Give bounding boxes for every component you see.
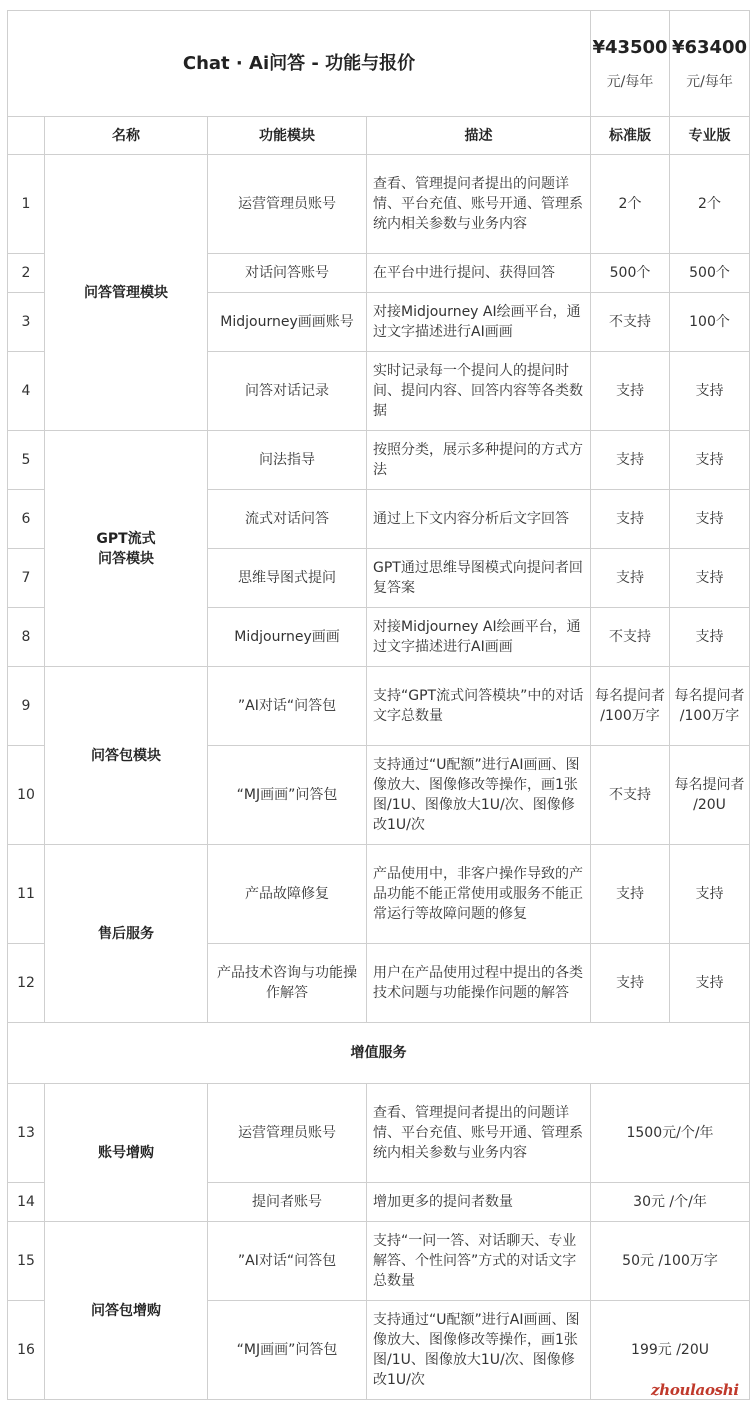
pro-value: 支持 [670, 549, 750, 608]
standard-value: 不支持 [591, 608, 670, 667]
group-qa-management: 问答管理模块 [45, 155, 208, 431]
row-number: 9 [8, 667, 45, 746]
standard-value: 2个 [591, 155, 670, 254]
standard-value: 支持 [591, 431, 670, 490]
addon-price: 199元 /20U [591, 1301, 750, 1400]
pro-value: 支持 [670, 490, 750, 549]
table-row [8, 845, 750, 944]
addon-price: 1500元/个/年 [591, 1084, 750, 1183]
module-name: 问答对话记录 [208, 352, 367, 431]
module-desc: GPT通过思维导图模式向提问者回复答案 [367, 549, 591, 608]
header-name: 名称 [45, 117, 208, 155]
module-name: Midjourney画画账号 [208, 293, 367, 352]
group-qa-pack: 问答包模块 [45, 667, 208, 845]
module-name: 运营管理员账号 [208, 155, 367, 254]
standard-value: 不支持 [591, 746, 670, 845]
module-desc: 支持通过“U配额”进行AI画画、图像放大、图像修改等操作，画1张图/1U、图像放大1U/次、图像修改1U/次 [367, 1301, 591, 1400]
row-number: 6 [8, 490, 45, 549]
plan-pro-price-cell [670, 11, 750, 117]
pro-value: 支持 [670, 845, 750, 944]
module-desc: 支持“一问一答、对话聊天、专业解答、个性问答”方式的对话文字总数量 [367, 1222, 591, 1301]
plan-standard-price: ¥43500 [592, 36, 668, 58]
row-number: 2 [8, 254, 45, 293]
module-desc: 用户在产品使用过程中提出的各类技术问题与功能操作问题的解答 [367, 944, 591, 1023]
table-row [8, 667, 750, 746]
pro-value: 每名提问者 /100万字 [670, 667, 750, 746]
standard-value: 支持 [591, 352, 670, 431]
pro-value: 100个 [670, 293, 750, 352]
module-desc: 查看、管理提问者提出的问题详情、平台充值、账号开通、管理系统内相关参数与业务内容 [367, 155, 591, 254]
module-name: ”AI对话“问答包 [208, 1222, 367, 1301]
module-name: 产品故障修复 [208, 845, 367, 944]
row-number: 4 [8, 352, 45, 431]
table-row [8, 1222, 750, 1301]
header-desc: 描述 [367, 117, 591, 155]
module-desc: 在平台中进行提问、获得回答 [367, 254, 591, 293]
plan-pro-price: ¥63400 [671, 36, 748, 58]
plan-standard-price-cell [591, 11, 670, 117]
table-row [8, 1084, 750, 1183]
table-row [8, 155, 750, 254]
standard-value: 支持 [591, 490, 670, 549]
pro-value: 2个 [670, 155, 750, 254]
module-name: “MJ画画”问答包 [208, 746, 367, 845]
module-desc: 增加更多的提问者数量 [367, 1183, 591, 1222]
watermark-logo: zhoulaoshi [651, 1381, 739, 1399]
group-gpt-stream: GPT流式 问答模块 [45, 431, 208, 667]
row-number: 8 [8, 608, 45, 667]
module-desc: 通过上下文内容分析后文字回答 [367, 490, 591, 549]
module-name: 对话问答账号 [208, 254, 367, 293]
group-account-addon: 账号增购 [45, 1084, 208, 1222]
module-name: Midjourney画画 [208, 608, 367, 667]
header-row [8, 117, 750, 155]
pro-value: 支持 [670, 352, 750, 431]
group-pack-addon: 问答包增购 [45, 1222, 208, 1400]
addon-price: 50元 /100万字 [591, 1222, 750, 1301]
module-name: 流式对话问答 [208, 490, 367, 549]
standard-value: 支持 [591, 944, 670, 1023]
row-number: 14 [8, 1183, 45, 1222]
row-number: 5 [8, 431, 45, 490]
module-desc: 按照分类，展示多种提问的方式方法 [367, 431, 591, 490]
header-standard: 标准版 [591, 117, 670, 155]
module-desc: 产品使用中，非客户操作导致的产品功能不能正常使用或服务不能正常运行等故障问题的修复 [367, 845, 591, 944]
header-num [8, 117, 45, 155]
module-desc: 对接Midjourney AI绘画平台，通过文字描述进行AI画画 [367, 608, 591, 667]
page-title: Chat · Ai问答 - 功能与报价 [8, 11, 591, 117]
pro-value: 支持 [670, 944, 750, 1023]
module-desc: 实时记录每一个提问人的提问时间、提问内容、回答内容等各类数据 [367, 352, 591, 431]
module-name: 产品技术咨询与功能操作解答 [208, 944, 367, 1023]
row-number: 16 [8, 1301, 45, 1400]
row-number: 12 [8, 944, 45, 1023]
module-name: ”AI对话“问答包 [208, 667, 367, 746]
row-number: 13 [8, 1084, 45, 1183]
standard-value: 每名提问者 /100万字 [591, 667, 670, 746]
module-desc: 支持通过“U配额”进行AI画画、图像放大、图像修改等操作，画1张图/1U、图像放大1U/次、图像修改1U/次 [367, 746, 591, 845]
module-name: 思维导图式提问 [208, 549, 367, 608]
title-row [8, 11, 750, 117]
row-number: 11 [8, 845, 45, 944]
row-number: 10 [8, 746, 45, 845]
row-number: 15 [8, 1222, 45, 1301]
standard-value: 支持 [591, 549, 670, 608]
section-row [8, 1023, 750, 1084]
section-title: 增值服务 [8, 1023, 750, 1084]
pro-value: 每名提问者 /20U [670, 746, 750, 845]
pro-value: 支持 [670, 608, 750, 667]
module-name: 运营管理员账号 [208, 1084, 367, 1183]
module-name: “MJ画画”问答包 [208, 1301, 367, 1400]
module-desc: 支持“GPT流式问答模块”中的对话文字总数量 [367, 667, 591, 746]
plan-pro-period: 元/每年 [686, 73, 733, 90]
row-number: 3 [8, 293, 45, 352]
addon-price: 30元 /个/年 [591, 1183, 750, 1222]
standard-value: 不支持 [591, 293, 670, 352]
pricing-table [7, 10, 750, 1400]
module-desc: 对接Midjourney AI绘画平台，通过文字描述进行AI画画 [367, 293, 591, 352]
table-row [8, 431, 750, 490]
module-name: 提问者账号 [208, 1183, 367, 1222]
pro-value: 支持 [670, 431, 750, 490]
row-number: 1 [8, 155, 45, 254]
module-desc: 查看、管理提问者提出的问题详情、平台充值、账号开通、管理系统内相关参数与业务内容 [367, 1084, 591, 1183]
group-after-sales: 售后服务 [45, 845, 208, 1023]
row-number: 7 [8, 549, 45, 608]
header-pro: 专业版 [670, 117, 750, 155]
header-module: 功能模块 [208, 117, 367, 155]
plan-standard-period: 元/每年 [606, 73, 654, 90]
standard-value: 500个 [591, 254, 670, 293]
standard-value: 支持 [591, 845, 670, 944]
pro-value: 500个 [670, 254, 750, 293]
module-name: 问法指导 [208, 431, 367, 490]
